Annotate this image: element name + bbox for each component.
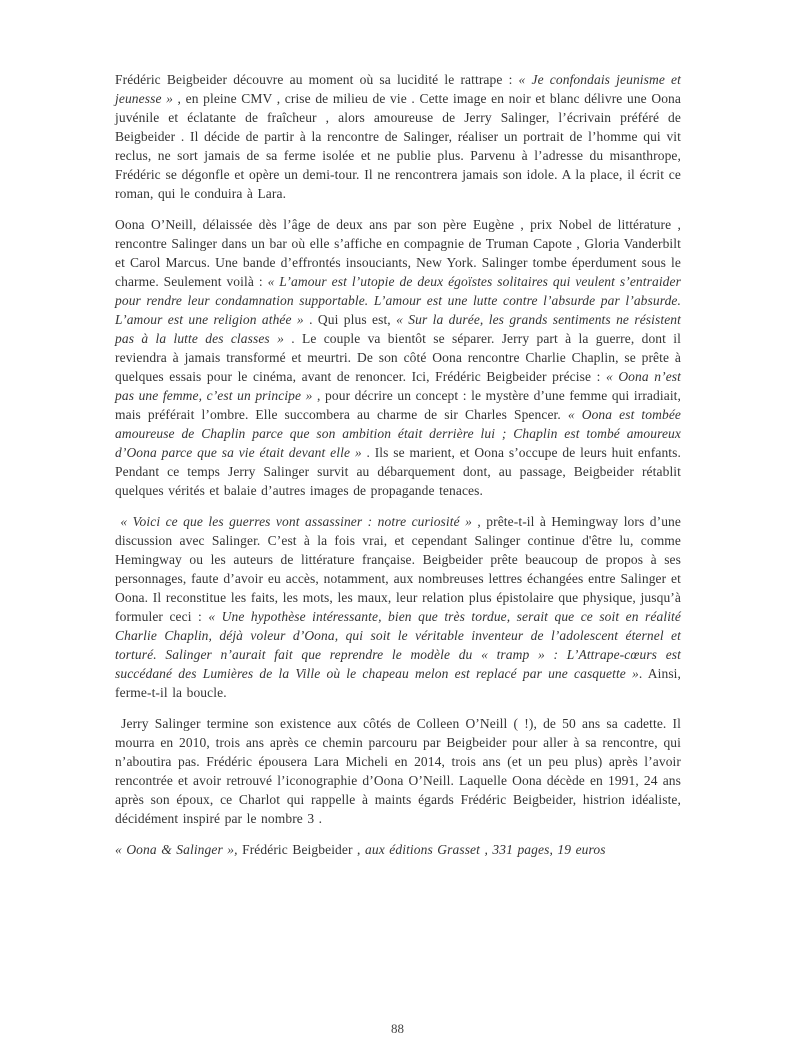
quote-run: « Je confondais jeunisme et jeunesse » [115, 72, 681, 106]
text-run: , prête-t-il à Hemingway lors d’une discussion avec Salinger. C’est à la fois vrai, et cependant Salinger continue d'être lu, comme Hemingway ou les auteurs de littérature française. Beigbeider prête beaucoup de propos à ses personnages, faute d’avoir eu accès, notamment, aux nombreuses lettres échangées entre Salinger et Oona. Il reconstitue les faits, les mots, les maux, leur relation plus épistolaire que physique, jusqu’à formuler ceci : [115, 514, 681, 624]
text-run: Jerry Salinger termine son existence aux côtés de Colleen O’Neill ( !), de 50 ans sa cadette. Il mourra en 2010, trois ans après ce chemin parcouru par Beigbeider pour aller à sa rencontre, qui n’aboutira pas. Frédéric épousera Lara Micheli en 2014, trois ans (et un peu plus) après l’avoir rencontrée et avoir retrouvé l’iconographie d’Oona O’Neill. Laquelle Oona décède en 1991, 24 ans après son époux, ce Charlot qui rappelle à maints égards Frédéric Beigbeider, histrion idéaliste, décidément inspiré par le nombre 3 . [115, 716, 681, 826]
quote-run: « Oona est tombée amoureuse de Chaplin parce que son ambition était derrière lui ; Chaplin est tombé amoureux d’Oona parce que sa vie était devant elle » [115, 407, 681, 460]
article-body [115, 70, 681, 859]
text-run: , pour décrire un concept : le mystère d’une femme qui irradiait, mais préférait l’ombre. Elle succombera au charme de sir Charles Spencer. [115, 388, 681, 422]
quote-run: « Voici ce que les guerres vont assassiner : notre curiosité » [120, 514, 472, 529]
paragraph-intro [115, 70, 681, 203]
text-run: . Ainsi, ferme-t-il la boucle. [115, 666, 681, 700]
text-run: Frédéric Beigbeider découvre au moment où sa lucidité le rattrape : [115, 72, 519, 87]
quote-run: « Une hypothèse intéressante, bien que très tordue, serait que ce soit en réalité Charlie Chaplin, déjà voleur d’Oona, qui soit le véritable inventeur de l’adolescent éternel et torturé. Salinger n’aurait fait que reprendre le modèle du « tramp » : L’Attrape-cœurs est succédané des Lumières de la Ville où le chapeau melon est replacé par une casquette » [115, 609, 681, 681]
text-run: . Qui plus est, [303, 312, 397, 327]
text-run: . Le couple va bientôt se séparer. Jerry part à la guerre, dont il reviendra à jamais transformé et meurtri. De son côté Oona rencontre Charlie Chaplin, se prête à quelques essais pour le cinéma, avant de renoncer. Ici, Frédéric Beigbeider précise : [115, 331, 681, 384]
text-run: , en pleine CMV , crise de milieu de vie . Cette image en noir et blanc délivre une Oona juvénile et éclatante de fraîcheur , alors amoureuse de Jerry Salinger, l’écrivain préféré de Beigbeider . Il décide de partir à la rencontre de Salinger, réaliser un portrait de l’homme qui vit reclus, ne sort jamais de sa ferme isolée et ne publie plus. Parvenu à l’adresse du misanthrope, Frédéric se dégonfle et opère un demi-tour. Il ne rencontrera jamais son idole. A la place, il écrit ce roman, qui le conduira à Lara. [115, 91, 682, 201]
quote-run: « Oona & Salinger », [115, 842, 238, 857]
paragraph-fin [115, 714, 681, 828]
text-run: Frédéric Beigbeider , [237, 842, 361, 857]
paragraph-oona [115, 215, 681, 500]
quote-run: « Oona n’est pas une femme, c’est un principe » [115, 369, 681, 403]
book-reference [115, 840, 681, 859]
quote-run: « Sur la durée, les grands sentiments ne résistent pas à la lutte des classes » [115, 312, 681, 346]
page-number: 88 [391, 1021, 404, 1036]
quote-run: aux éditions Grasset , 331 pages, 19 euros [360, 842, 606, 857]
text-run: . Ils se marient, et Oona s’occupe de leurs huit enfants. Pendant ce temps Jerry Salinger survit au débarquement dont, au passage, Beigbeider rétablit quelques vérités et balaie d’autres images de propagande tenaces. [115, 445, 681, 498]
quote-run: « L’amour est l’utopie de deux égoïstes solitaires qui veulent s’entraider pour rendre leur condamnation supportable. L’amour est une lutte contre l’absurde par l’absurde. L’amour est une religion athée » [115, 274, 681, 327]
paragraph-guerres [115, 512, 681, 702]
text-run: Oona O’Neill, délaissée dès l’âge de deux ans par son père Eugène , prix Nobel de littérature , rencontre Salinger dans un bar où elle s’affiche en compagnie de Truman Capote , Gloria Vanderbilt et Carol Marcus. Une bande d’effrontés insouciants, New York. Salinger tombe éperdument sous le charme. Seulement voilà : [115, 217, 681, 289]
